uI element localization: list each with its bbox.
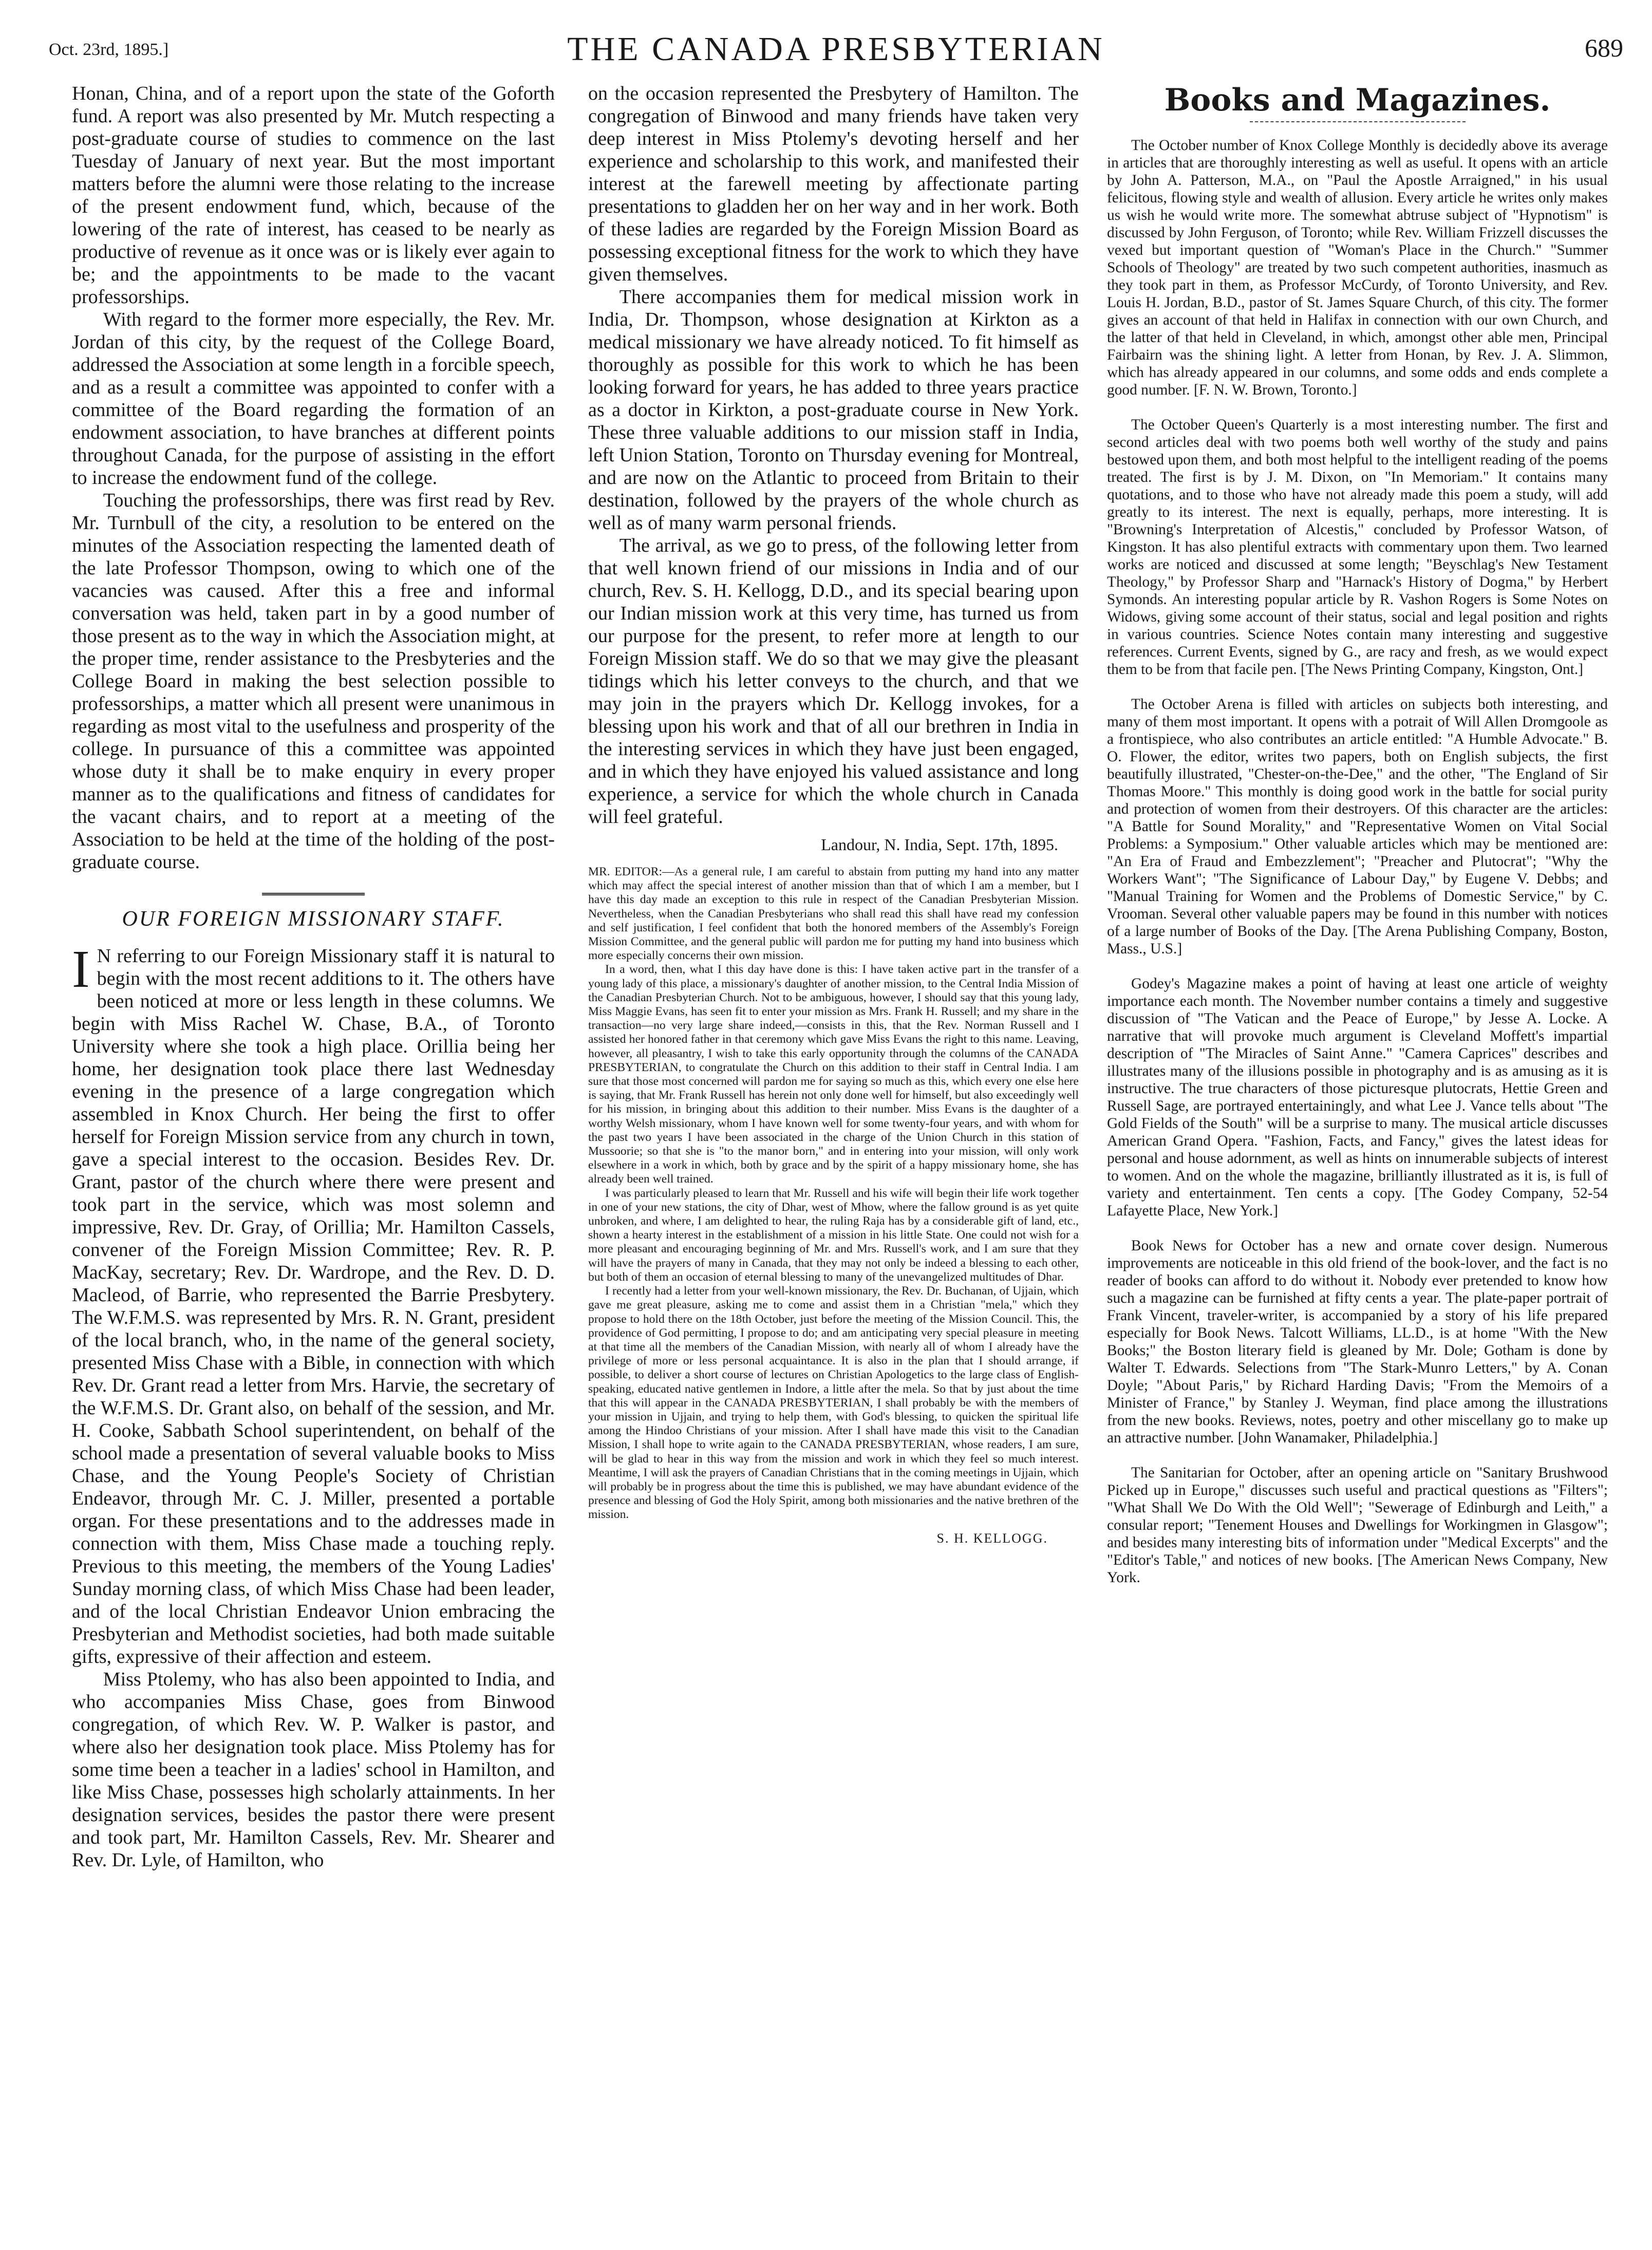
section-title: OUR FOREIGN MISSIONARY STAFF. xyxy=(122,907,505,931)
section-divider xyxy=(262,893,365,895)
review-paragraph: The October number of Knox College Monthly is decidedly above its average in articles that are thoroughly interesting as well as useful. It opens with an article by John A. Patterson, M.A., on "Paul the Apostle Arraigned," in his usual felicitous, flowing style and wealth of allusion. Every article he writes only makes us wish he would write more. The somewhat abtruse subject of "Hypnotism" is discussed by John Ferguson, of Toronto; while Rev. William Frizzell discusses the vexed but important question of "Woman's Place in the Church." "Summer Schools of Theology" are treated by two such competent authorities, inasmuch as they took part in them, as Professor McCurdy, of Toronto University, and Rev. Louis H. Jordan, B.D., pastor of St. James Square Church, of this city. The former gives an account of that held in Halifax in connection with our own Church, and the latter of that held in Cleveland, in which, amongst other able men, Principal Fairbairn was the shining light. A letter from Honan, by Rev. J. A. Slimmon, which has already appeared in our columns, and some odds and ends complete a good number. [F. N. W. Brown, Toronto.] xyxy=(1107,137,1608,398)
drop-cap: I xyxy=(72,940,90,999)
review-paragraph: Godey's Magazine makes a point of having at least one article of weighty importance each month. The November number contains a timely and suggestive discussion of "The Vatican and the Peace of Europe," by Jesse A. Locke. A narrative that will provoke much argument is Cleveland Moffett's impartial description of "The Miracles of Saint Anne." "Camera Caprices" describes and illustrates many of the illusions possible in photography and is as amusing as it is instructive. The true characters of those picturesque plutocrats, Hettie Green and Russell Sage, are portrayed entertainingly, and what Lee J. Vance tells about "The Gold Fields of the South" will be a surprise to many. The musical article discusses American Grand Opera. "Fashion, Facts, and Fancy," gives the latest ideas for personal and house adornment, as well as hints on innumerable subjects of interest to women. And on the whole the magazine, brilliantly illustrated as it is, is full of variety and entertainment. Ten cents a copy. [The Godey Company, 52-54 Lafayette Place, New York.] xyxy=(1107,976,1608,1219)
column-middle xyxy=(588,82,1079,1545)
letter-paragraph: I was particularly pleased to learn that Mr. Russell and his wife will begin their life work together in one of your new stations, the city of Dhar, west of Mhow, where the fallow ground is as yet quite unbroken, and where, I am delighted to hear, the ruling Raja has by a considerable gift of land, etc., shown a hearty interest in the establishment of a mission in his little State. One could not wish for a more pleasant and encouraging beginning of Mr. and Mrs. Russell's work, and I am sure that they will have the prayers of many in Canada, that they may not only be indeed a blessing to each other, but both of them an occasion of eternal blessing to many of the unevangelized multitudes of Dhar. xyxy=(588,1186,1079,1284)
books-magazines-heading: Books and Magazines. xyxy=(1164,82,1551,118)
letter-paragraph: MR. EDITOR:—As a general rule, I am careful to abstain from putting my hand into any matter which may affect the special interest of another mission than that of which I am a member, but I have this day made an exception to this rule in respect of the Canadian Presbyterian Mission. Nevertheless, when the Canadian Presbyterians who shall read this shall have read my confession and self justification, I feel confident that both the honored members of the Assembly's Foreign Mission Committee, and the general public will pardon me for putting my hand into business which more especially concerns their own mission. xyxy=(588,865,1079,963)
paragraph: With regard to the former more especially, the Rev. Mr. Jordan of this city, by the request of the College Board, addressed the Association at some length in a forcible speech, and as a result a committee was appointed to confer with a committee of the Board regarding the formation of an endowment association, to have branches at different points throughout Canada, for the purpose of assisting in the effort to increase the endowment fund of the college. xyxy=(72,309,555,489)
paragraph: on the occasion represented the Presbytery of Hamilton. The congregation of Binwood and many friends have taken very deep interest in Miss Ptolemy's devoting herself and her experience and scholarship to this work, and manifested their interest at the farewell meeting by affectionate parting presentations to gladden her on her way and in her work. Both of these ladies are regarded by the Foreign Mission Board as possessing exceptional fitness for the work to which they have given themselves. xyxy=(588,83,1079,285)
review-paragraph: Book News for October has a new and ornate cover design. Numerous improvements are noticeable in this old friend of the book-lover, and the fact is no reader of books can afford to do without it. Nobody ever pretended to know how such a magazine can be furnished at fifty cents a year. The plate-paper portrait of Frank Vincent, traveler-writer, is accompanied by a story of his life prepared especially for Book News. Talcott Williams, LL.D., is at home "With the New Books;" the Boston literary field is gleaned by Mr. Dole; Gotham is done by Walter T. Edwards. Selections from "The Stark-Munro Letters," by A. Conan Doyle; "About Paris," by Richard Harding Davis; "From the Memoirs of a Minister of France," by Stanley J. Weyman, find place among the illustrations from the new books. Reviews, notes, poetry and other miscellany go to make up an attractive number. [John Wanamaker, Philadelphia.] xyxy=(1107,1238,1608,1446)
letter-paragraph: In a word, then, what I this day have done is this: I have taken active part in the transfer of a young lady of this place, a missionary's daughter of another mission, to the Central India Mission of the Canadian Presbyterian Church. Not to be ambiguous, however, I should say that this young lady, Miss Maggie Evans, has seen fit to enter your mission as Mrs. Frank H. Russell; and my share in the transaction—no very large share indeed,—consists in this, that the Rev. Norman Russell and I assisted her honored father in that ceremony which gave Miss Evans the right to this name. Leaving, however, all pleasantry, I wish to take this early opportunity through the columns of the CANADA PRESBYTERIAN, to congratulate the Church on this addition to their staff in Central India. I am sure that those most concerned will pardon me for saying so much as this, which every one else here is saying, that Mr. Frank Russell has herein not only done well for himself, but also exceedingly well for his mission, in bringing about this addition to their number. Miss Evans is the daughter of a worthy Welsh missionary, whom I have known well for some twenty-four years, and with whom for the past two years I have been associated in the charge of the Union Church in this station of Mussoorie; so that she is "to the manor born," and in entering into your mission, will only work elsewhere in a work in which, both by grace and by the spirit of a happy missionary home, she has already been well trained. xyxy=(588,963,1079,1186)
paragraph: There accompanies them for medical mission work in India, Dr. Thompson, whose designation at Kirkton as a medical missionary we have already noticed. To fit himself as thoroughly as possible for this work to which he has been looking forward for years, he has added to three years practice as a doctor in Kirkton, a post-graduate course in New York. These three valuable additions to our mission staff in India, left Union Station, Toronto on Thursday evening for Montreal, and are now on the Atlantic to proceed from Britain to their destination, followed by the prayers of the whole church as well as of many warm personal friends. xyxy=(588,286,1079,534)
letter-paragraph: I recently had a letter from your well-known missionary, the Rev. Dr. Buchanan, of Ujjain, which gave me great pleasure, asking me to come and assist them in a Christian "mela," which they propose to hold there on the 18th October, just before the meeting of the Mission Council. This, the providence of God permitting, I propose to do; and am anticipating very special pleasure in meeting at that time all the members of the Canadian Mission, with nearly all of whom I already have the privilege of more or less personal acquaintance. It is also in the plan that I should arrange, if possible, to deliver a short course of lectures on Christian Apologetics to the large class of English-speaking, educated native gentlemen in Indore, a little after the mela. So that by just about the time that this will appear in the CANADA PRESBYTERIAN, I shall probably be with the members of your mission in Ujjain, and trying to help them, with God's blessing, to quicken the spiritual life among the Hindoo Christians of your mission. After I shall have made this visit to the Canadian Mission, I shall hope to write again to the CANADA PRESBYTERIAN, whose readers, I am sure, will be glad to hear in this way from the mission and work in which they feel so much interest. Meantime, I will ask the prayers of Canadian Christians that in the coming meetings in Ujjain, which will probably be in progress about the time this is published, we may have abundant evidence of the presence and blessing of God the Holy Spirit, among both missionaries and the native brethren of the mission. xyxy=(588,1284,1079,1522)
column-left xyxy=(72,82,555,1871)
page-header xyxy=(49,30,1623,76)
paragraph: Touching the professorships, there was first read by Rev. Mr. Turnbull of the city, a resolution to be entered on the minutes of the Association respecting the lamented death of the late Professor Thompson, owing to which one of the vacancies was caused. After this a free and informal conversation was held, taken part in by a good number of those present as to the way in which the Association might, at the proper time, render assistance to the Presbyteries and the College Board in making the best selection possible to professorships, a matter which all present were unanimous in regarding as most vital to the usefulness and prosperity of the college. In pursuance of this a committee was appointed whose duty it shall be to make enquiry in every proper manner as to the qualifications and fitness of candidates for the vacant chairs, and to report at a meeting of the Association to be held at the time of the holding of the post-graduate course. xyxy=(72,490,555,873)
review-paragraph: The Sanitarian for October, after an opening article on "Sanitary Brushwood Picked up in Europe," discusses such useful and practical questions as "Filters"; "What Shall We Do With the Old Well"; "Sewerage of Edinburgh and Leith," a consular report; "Tenement Houses and Dwellings for Workingmen in Glasgow"; and besides many interesting bits of information under "Medical Excerpts" and the "Editor's Table," and notices of new books. [The American News Company, New York. xyxy=(1107,1465,1608,1586)
letter-dateline: Landour, N. India, Sept. 17th, 1895. xyxy=(821,835,1058,854)
heading-rule xyxy=(1250,121,1466,122)
paragraph: Miss Ptolemy, who has also been appointed to India, and who accompanies Miss Chase, goes from Binwood congregation, of which Rev. W. P. Walker is pastor, and where also her designation took place. Miss Ptolemy has for some time been a teacher in a ladies' school in Hamilton, and like Miss Chase, possesses high scholarly attainments. In her designation services, besides the pastor there were present and took part, Mr. Hamilton Cassels, Rev. Mr. Shearer and Rev. Dr. Lyle, of Hamilton, who xyxy=(72,1668,555,1871)
issue-date: Oct. 23rd, 1895.] xyxy=(49,40,169,59)
letter-signature: S. H. KELLOGG. xyxy=(936,1530,1048,1546)
paragraph-text: N referring to our Foreign Missionary staff it is natural to begin with the most recent additions to it. The others have been noticed at more or less length in these columns. We begin with Miss Rachel W. Chase, B.A., of Toronto University where she took a high place. Orillia being her home, her designation took place there last Wednesday evening in the presence of a large congregation which assembled in Knox Church. Her being the first to offer herself for Foreign Mission service from any church in town, gave a special interest to the occasion. Besides Rev. Dr. Grant, pastor of the church where there were present and took part in the service, which was most solemn and impressive, Rev. Dr. Gray, of Orillia; Mr. Hamilton Cassels, convener of the Foreign Mission Committee; Rev. R. P. MacKay, secretary; Rev. Dr. Wardrope, and the Rev. D. D. Macleod, of Barrie, who represented the Barrie Presbytery. The W.F.M.S. was represented by Mrs. R. N. Grant, president of the local branch, who, in the name of the general society, presented Miss Chase with a Bible, in connection with which Rev. Dr. Grant read a letter from Mrs. Harvie, the secretary of the W.F.M.S. Dr. Grant also, on behalf of the session, and Mr. H. Cooke, Sabbath School superintendent, on behalf of the school made a presentation of several valuable books to Miss Chase, and the Young People's Society of Christian Endeavor, through Mr. C. J. Miller, presented a portable organ. For these presentations and to the addresses made in connection with them, Miss Chase made a touching reply. Previous to this meeting, the members of the Young Ladies' Sunday morning class, of which Miss Chase had been leader, and of the local Christian Endeavor Union embracing the Presbyterian and Methodist societies, had both made suitable gifts, expressive of their affection and esteem. xyxy=(72,945,555,1667)
review-paragraph: The October Queen's Quarterly is a most interesting number. The first and second articles deal with two poems both well worthy of the study and pains bestowed upon them, and both most helpful to the intelligent reading of the poems treated. The first is by J. M. Dixon, on "In Memoriam." It contains many quotations, and to those who have not already made this poem a study, will add greatly to its interest. The next is equally, perhaps, more interesting. It is "Browning's Interpretation of Alcestis," concluded by Professor Watson, of Kingston. It has also plentiful extracts with commentary upon them. Two learned works are noticed and discussed at some length; "Beyschlag's New Testament Theology," by Professor Sharp and "Harnack's History of Dogma," by Herbert Symonds. An interesting popular article by R. Vashon Rogers is Some Notes on Widows, giving some account of their status, social and legal position and rights in various countries. Science Notes contain many interesting and suggestive references. Current Events, signed by G., are racy and fresh, as we would expect them to be from that facile pen. [The News Printing Company, Kingston, Ont.] xyxy=(1107,417,1608,678)
page-number: 689 xyxy=(1585,33,1623,62)
paragraph: The arrival, as we go to press, of the following letter from that well known friend of our missions in India and of our church, Rev. S. H. Kellogg, D.D., and its special bearing upon our Indian mission work at this very time, has turned us from our purpose for the present, to refer more at length to our Foreign Mission staff. We do so that we may give the pleasant tidings which his letter conveys to the church, and that we may join in the prayers which Dr. Kellogg invokes, for a blessing upon his work and that of all our brethren in India in the interesting services in which they have just been engaged, and in which they have enjoyed his valued assistance and long experience, a service for which the whole church in Canada will feel grateful. xyxy=(588,535,1079,828)
kellogg-letter xyxy=(588,865,1079,1545)
paragraph xyxy=(72,940,555,1668)
paragraph: Honan, China, and of a report upon the state of the Goforth fund. A report was also presented by Mr. Mutch respecting a post-graduate course of studies to commence on the last Tuesday of January of next year. But the most important matters before the alumni were those relating to the increase of the present endowment fund, which, because of the lowering of the rate of interest, has ceased to be nearly as productive of revenue as it once was or is likely ever again to be; and the appointments to be made to the vacant professorships. xyxy=(72,83,555,308)
masthead-title: THE CANADA PRESBYTERIAN xyxy=(567,30,1105,68)
column-right xyxy=(1107,82,1608,1604)
review-paragraph: The October Arena is filled with articles on subjects both interesting, and many of them most important. It opens with a potrait of Will Allen Dromgoole as a frontispiece, who also contributes an article entitled: "A Humble Advocate." B. O. Flower, the editor, writes two papers, both on English subjects, the first beautifully illustrated, "Chester-on-the-Dee," and the other, "The England of Sir Thomas Moore." This monthly is doing good work in the battle for social purity and protection of women from their destroyers. Of this character are the articles: "A Battle for Sound Morality," and "Representative Women on Vital Social Problems: a Symposium." Other valuable articles which may be mentioned are: "An Era of Fraud and Embezzlement"; "Preacher and Plutocrat"; "Why the Workers Want"; "The Significance of Labour Day," by Eugene V. Debbs; and "Manual Training for Women and the Problems of Domestic Service," by C. Vrooman. Several other valuable papers may be found in this number with notices of a large number of Books of the Day. [The Arena Publishing Company, Boston, Mass., U.S.] xyxy=(1107,696,1608,957)
